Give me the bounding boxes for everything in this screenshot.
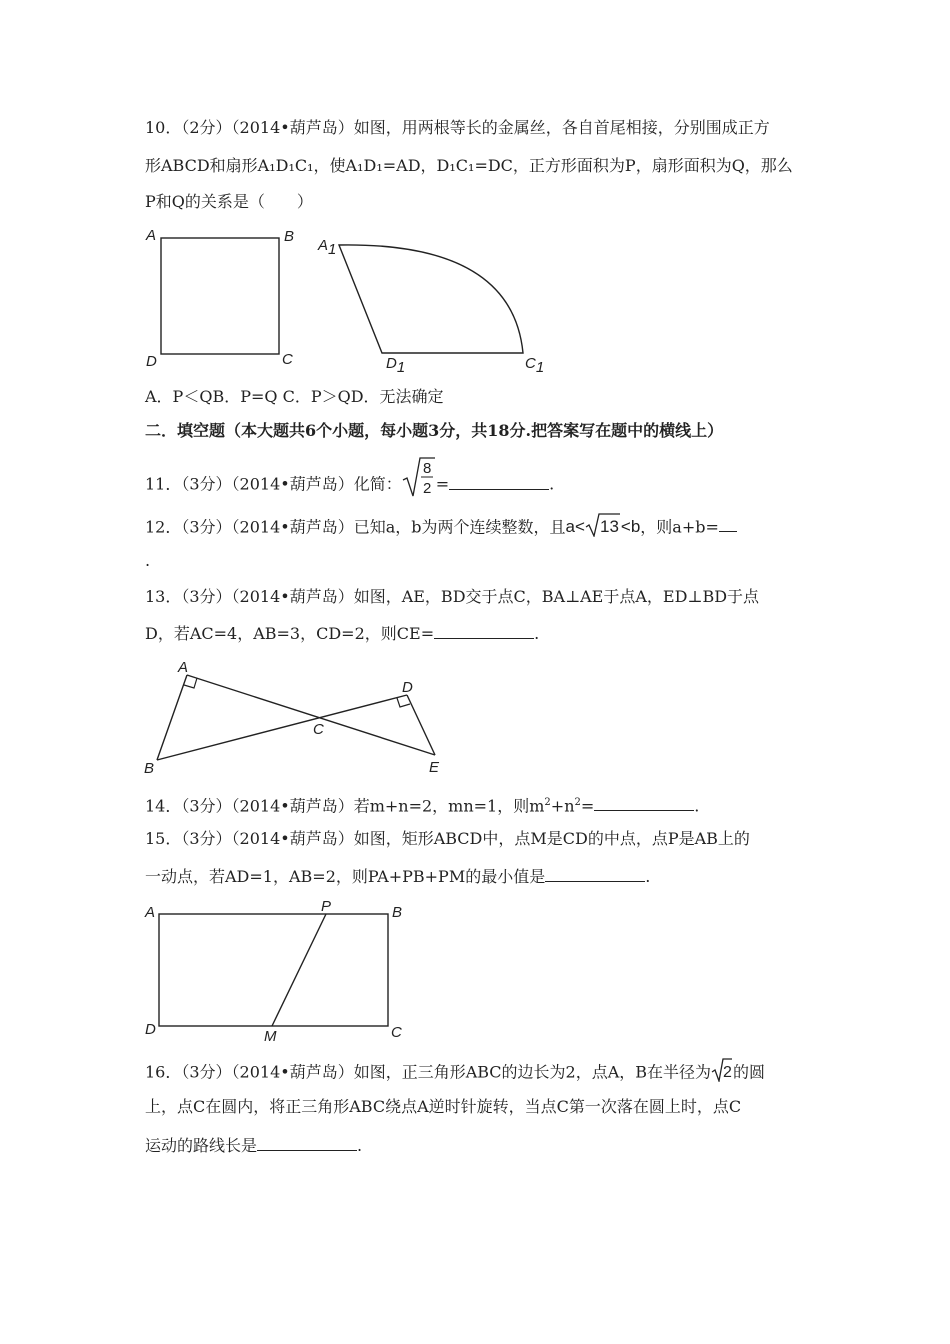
q12-line1: 12．（3分）（2014•葫芦岛）已知a，b为两个连续整数，且a< 13 <b，则a+b= — [145, 513, 737, 543]
q10-figure — [140, 222, 560, 377]
square-abcd — [161, 238, 279, 354]
q11-sqrt-fraction — [402, 456, 436, 504]
q15-line1: 15．（3分）（2014•葫芦岛）如图，矩形ABCD中，点M是CD的中点，点P是AB上的 — [145, 829, 750, 848]
label-m: M — [264, 1028, 277, 1045]
rectangle-abcd — [159, 914, 388, 1026]
q11-answer-blank[interactable] — [449, 473, 549, 490]
q11-line: 11．（3分）（2014•葫芦岛）化简： 8 2 = . — [145, 466, 554, 504]
q11-denominator: 2 — [422, 480, 432, 497]
svg-text:2: 2 — [723, 1064, 732, 1081]
svg-text:13: 13 — [599, 517, 619, 536]
label-p: P — [321, 898, 332, 915]
q10-line2: 形ABCD和扇形A₁D₁C₁，使A₁D₁=AD，D₁C₁=DC，正方形面积为P，扇形面积为Q，那么 — [145, 156, 793, 175]
q14-answer-blank[interactable] — [594, 794, 694, 811]
label-d: D — [402, 679, 413, 696]
q10-line3: P和Q的关系是（ ） — [145, 192, 313, 211]
q16-line2: 上，点C在圆内，将正三角形ABC绕点A逆时针旋转，当点C第一次落在圆上时，点C — [145, 1097, 742, 1116]
q13-line1: 13．（3分）（2014•葫芦岛）如图，AE，BD交于点C，BA⊥AE于点A，ED⊥BD于点 — [145, 587, 760, 606]
q15-answer-blank[interactable] — [545, 865, 645, 882]
label-d1: D1 — [386, 355, 406, 376]
q16-line1: 16．（3分）（2014•葫芦岛）如图，正三角形ABC的边长为2，点A，B在半径为 2 的圆 — [145, 1058, 765, 1088]
label-a: A — [178, 659, 189, 676]
q12-line2: . — [145, 551, 151, 570]
label-b: B — [144, 760, 155, 777]
label-c: C — [313, 721, 324, 738]
label-b: B — [392, 904, 403, 921]
sector-a1d1c1 — [339, 245, 523, 353]
label-c1: C1 — [525, 355, 545, 376]
segment-pm — [272, 914, 326, 1026]
label-c: C — [282, 351, 293, 368]
label-b: B — [284, 228, 295, 245]
q16-answer-blank[interactable] — [257, 1134, 357, 1151]
q14-line: 14．（3分）（2014•葫芦岛）若m+n=2，mn=1，则$m^2+n^2=$ . — [145, 796, 700, 816]
q12-inequality: a< 13 <b — [565, 517, 640, 536]
q12-answer-blank[interactable] — [719, 515, 737, 532]
label-c: C — [391, 1024, 402, 1041]
label-a1: A1 — [318, 237, 337, 258]
q11-numerator: 8 — [422, 460, 432, 477]
q11-prefix: 11．（3分）（2014•葫芦岛）化简： — [145, 474, 402, 494]
label-a: A — [145, 904, 156, 921]
q10-line1: 10．（2分）（2014•葫芦岛）如图，用两根等长的金属丝，各自首尾相接，分别围成正方 — [145, 118, 770, 137]
q13-answer-blank[interactable] — [434, 622, 534, 639]
label-d: D — [146, 353, 157, 370]
q13-figure — [140, 655, 450, 780]
q15-figure — [140, 898, 410, 1048]
q10-options: A．P＜QB．P=Q C．P＞QD．无法确定 — [145, 387, 444, 406]
q16-line3: 运动的路线长是 . — [145, 1136, 363, 1155]
q12-prefix: 12．（3分）（2014•葫芦岛）已知a，b为两个连续整数，且 — [145, 517, 566, 537]
label-e: E — [429, 759, 440, 776]
label-a: A — [146, 227, 157, 244]
q15-line2: 一动点，若AD=1，AB=2，则PA+PB+PM的最小值是 . — [145, 867, 651, 886]
label-d: D — [145, 1021, 156, 1038]
section2-heading: 二．填空题（本大题共6个小题，每小题3分，共18分.把答案写在题中的横线上） — [145, 421, 724, 440]
q13-line2: D，若AC=4，AB=3，CD=2，则CE= . — [145, 624, 540, 643]
